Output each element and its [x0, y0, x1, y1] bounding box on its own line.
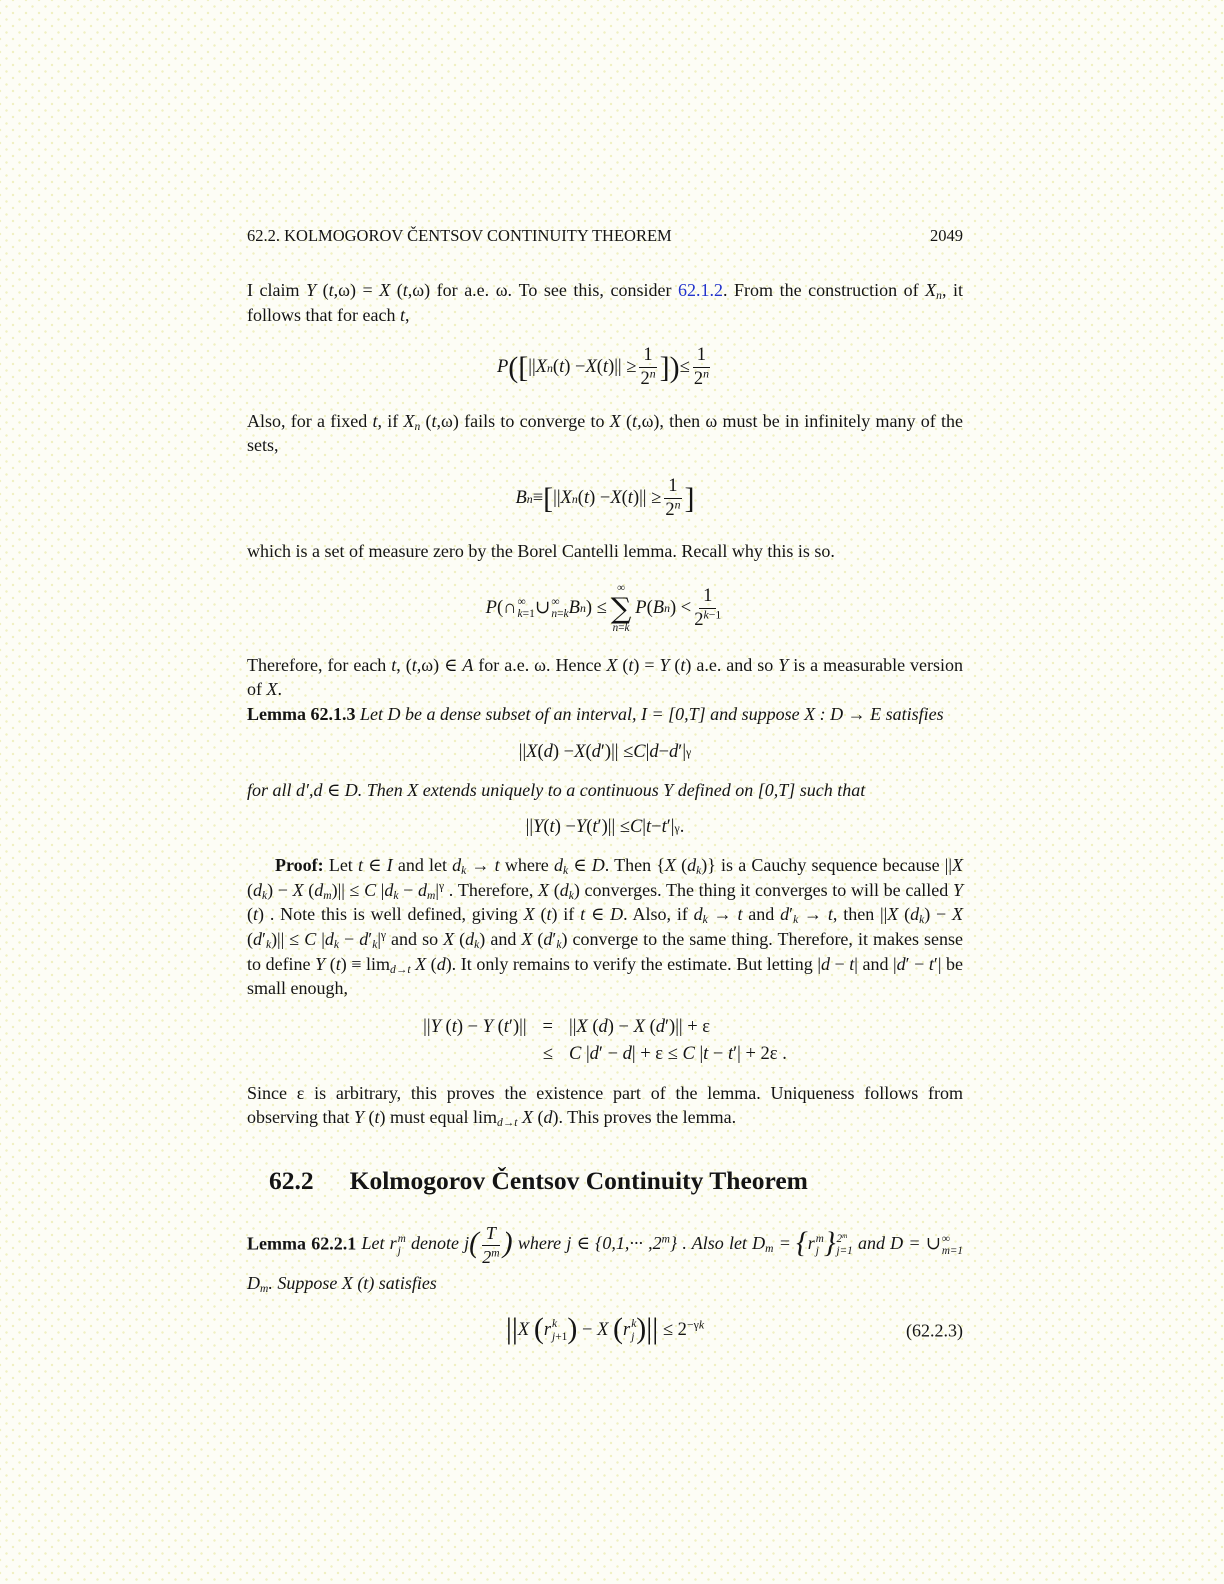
paragraph-since: Since ε is arbitrary, this proves the existence part of the lemma. Uniqueness follows from observing that Y (t) must equal $\lim_{d\to t} X$ (d). This proves the lemma.: [247, 1082, 963, 1130]
page-content: [247, 226, 963, 1362]
equation-62-2-3: [247, 1312, 963, 1346]
equation-holder-d: || X ( d ) − X ( d ′)|| ≤ C | d − d ′| γ: [518, 741, 692, 762]
running-header: [247, 226, 963, 246]
eq-align-l2-rhs: C |d′ − d| + ε ≤ C |t − t′| + 2ε .: [568, 1043, 787, 1064]
cross-reference-link[interactable]: 62.1.2: [677, 280, 723, 300]
equation-Bn: B n ≡ [ || X n ( t ) − X ( t )|| ≥ $\frac{1}{2^n}$ ]: [515, 475, 695, 521]
proof-label: Proof:: [275, 855, 324, 876]
equation-prob-bound: P ( [ || X n ( t ) − X ( t )|| ≥ $\frac{1}{2^n}$ ] ) ≤ $\frac{1}{2^n}$: [496, 345, 709, 390]
paragraph-therefore: Therefore, for each t, (t,ω) ∈ A for a.e. ω. Hence X (t) = Y (t) a.e. and so Y is a measurable version of X.: [247, 654, 963, 700]
eq-align-l1-lhs: ||Y (t) − Y (t′)||: [423, 1016, 527, 1037]
running-header-title: 62.2. KOLMOGOROV ČENTSOV CONTINUITY THEOREM: [247, 226, 672, 245]
eq-align-l1-rhs: ||X (d) − X (d′)|| + ε: [568, 1016, 711, 1037]
lemma-613-text1: Let D be a dense subset of an interval, I = [0,T] and suppose X : D → E satisfies: [359, 703, 944, 724]
lemma-621-label: Lemma 62.2.1: [247, 1233, 357, 1254]
lemma-613-label: Lemma 62.1.3: [247, 703, 356, 724]
equation-borel-cantelli: P (∩ ∞ k=1 ∪ ∞ n=k B n ) ≤ ∞ ∑ n=k P ( B n ) < $\frac{1}{2^{k-1}}$: [485, 582, 722, 635]
equation-62-2-3-body: ||X (r k j+1 ) − X (r k j )|| ≤ $2^{-\gamma k}$: [505, 1312, 705, 1346]
lemma-613: [247, 702, 963, 727]
paragraph-also: Also, for a fixed t, if $X_n$ (t,ω) fails to converge to X (t,ω), then ω must be in infinitely many of the sets,: [247, 410, 963, 456]
lemma-621: Lemma 62.2.1 Let r m j denote j( $\frac{T}{2^m}$ ) where j ∈ $\{0,1,\cdot\cdot\cdot ,2^m\}$ . Also let $D_m = \{r$ m j } 2$^m$ j=1 and D = ∪ ∞ m=1 $D_m$. Suppose X (t) satisfies: [247, 1222, 963, 1296]
paragraph-measure-zero: which is a set of measure zero by the Borel Cantelli lemma. Recall why this is so.: [247, 541, 835, 562]
page-number: 2049: [930, 226, 963, 245]
lemma-613-text2: for all d′,d ∈ D. Then X extends uniquely to a continuous Y defined on [0,T] such that: [247, 779, 866, 800]
eq-align-l2-rel: ≤: [542, 1043, 553, 1064]
equation-epsilon-estimate: [247, 1017, 963, 1065]
section-number: 62.2: [269, 1165, 314, 1195]
proof-paragraph: [247, 853, 963, 1001]
eq-align-l1-rel: =: [542, 1016, 553, 1037]
paragraph-claim: I claim Y (t,ω) = X (t,ω) for a.e. ω. To see this, consider 62.1.2. From the construction of $X_n$, it follows that for each t,: [247, 280, 963, 325]
section-heading: [269, 1166, 963, 1196]
section-title: Kolmogorov Čentsov Continuity Theorem: [349, 1165, 808, 1195]
equation-number: (62.2.3): [906, 1320, 963, 1341]
equation-holder-t: || Y ( t ) − Y ( t ′)|| ≤ C | t − t ′| γ .: [525, 817, 685, 838]
proof-text: Let t ∈ I and let $d_k \to t$ where $d_k$ ∈ D. Then {X $(d_k)$} is a Cauchy sequence because ||X $(d_k) - X$ $(d_m)|| \le C$ $|d_k - d_m|^\gamma$ . Therefore, X $(d_k)$ converges. The thing it converges to will be called Y (t) . Note this is well defined, giving X (t) if t ∈ D. Also, if $d_k \to t$ and $d'_k \to t$, then ||X $(d_k) - X$ $(d'_k)|| \le C$ $|d_k - d'_k|^\gamma$ and so X $(d_k)$ and X $(d'_k)$ converge to the same thing. Therefore, it makes sense to define Y $(t) \equiv \lim_{d\to t} X$ (d). It only remains to verify the estimate. But letting |d − t| and |d′ − t′| be small enough,: [247, 855, 964, 999]
